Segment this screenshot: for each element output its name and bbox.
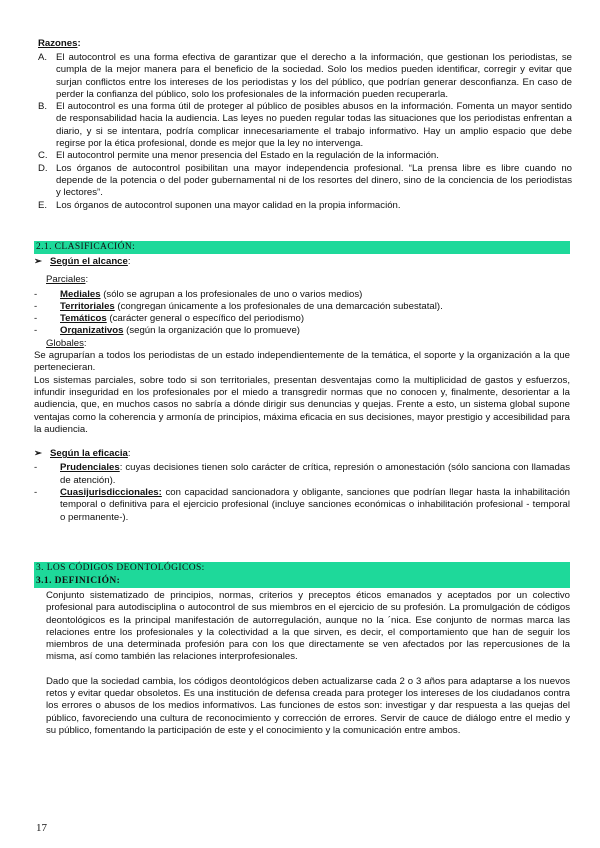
globales-title: Globales <box>46 337 84 349</box>
eficacia-item <box>34 487 570 524</box>
item-text: Los órganos de autocontrol suponen una mayor calidad en la propia información. <box>56 199 401 211</box>
item-letter: E. <box>38 199 48 211</box>
item-desc: (carácter general o específico del periodismo) <box>106 313 305 325</box>
razones-item-a <box>38 52 572 101</box>
parciales-item <box>34 289 570 301</box>
item-desc: con capacidad sancionadora y obligante, sanciones que podrían llegar hasta la inhabilitación temporal o definitiva para el ejercicio profesional (incluye sanciones económicas o inhabilitación profesional - temporal o permanente-). <box>60 487 570 523</box>
definicion-block <box>34 590 570 737</box>
parciales-title: Parciales <box>46 274 86 286</box>
alcance-title: Según el alcance <box>50 256 128 267</box>
item-letter: A. <box>38 52 48 63</box>
definicion-paragraph-1: Conjunto sistematizado de principios, normas, criterios y preceptos éticos emanados y aceptados por un colectivo profesional para autodisciplina o autocontrol de sus miembros en el ejercicio de su profesión. La promulgación de códigos deontológicos es la principal manifestación de autorregulación, aunque no la ´nica. Ese conjunto de normas marca las relaciones entre los profesionales y la colectividad a la que sirven, es decir, el comportamiento que han de seguir los miembros de una determinada profesión para con los que directamente se ven afectados por las repercusiones de la misma, así como también las relaciones interprofesionales. <box>46 590 570 663</box>
item-letter: B. <box>38 101 48 113</box>
parciales-colon: : <box>85 274 89 286</box>
codigos-section-band: 3. LOS CÓDIGOS DEONTOLÓGICOS: <box>34 562 570 575</box>
arrow-icon: ➢ <box>34 256 43 267</box>
definicion-section-band: 3.1. DEFINICIÓN: <box>34 575 570 588</box>
arrow-icon: ➢ <box>34 448 43 460</box>
item-term: Territoriales <box>60 300 115 312</box>
parciales-item <box>34 301 570 313</box>
eficacia-colon: : <box>127 448 131 460</box>
item-term: Organizativos <box>60 325 124 337</box>
clasificacion-section-band: 2.1. CLASIFICACIÓN: <box>34 241 570 254</box>
razones-colon: : <box>77 38 81 49</box>
razones-item-d <box>38 163 572 200</box>
razones-item-e <box>38 200 572 212</box>
razones-item-c <box>38 150 572 162</box>
eficacia-list <box>34 462 570 523</box>
parciales-list <box>34 289 570 338</box>
alcance-heading <box>34 256 570 268</box>
item-letter: D. <box>38 162 48 174</box>
parciales-item <box>34 313 570 325</box>
dash: - <box>34 462 38 474</box>
clasificacion-block <box>34 256 570 524</box>
razones-item-b <box>38 101 572 150</box>
razones-list <box>38 52 572 212</box>
item-term: Temáticos <box>60 313 107 325</box>
item-letter: C. <box>38 150 48 162</box>
dash: - <box>34 325 38 337</box>
eficacia-heading <box>34 448 570 460</box>
globales-label <box>34 338 570 350</box>
item-text: Los órganos de autocontrol posibilitan una mayor independencia profesional. “La prensa libre es libre cuando no depende de la potencia o del poder gubernamental ni de los resortes del dinero, sino de la conciencia de los periodistas y lectores”. <box>56 162 572 199</box>
item-term: Mediales <box>60 288 101 300</box>
definicion-paragraph-2: Dado que la sociedad cambia, los códigos deontológicos deben actualizarse cada 2 o 3 años para adaptarse a los nuevos retos y evitar quedar obsoletos. Es una institución de defensa creada para proteger los intereses de los ciudadanos contra los errores o abusos de los medios informativos. Las funciones de estos son: investigar y dar respuesta a las quejas del público, favoreciendo una cultura de reconocimiento y corrección de errores. Servir de cauce de diálogo entre el medio y su público, fomentando la participación de este y el conocimiento y la comunicación entre ambos. <box>46 675 570 736</box>
item-text: El autocontrol permite una menor presencia del Estado en la regulación de la información. <box>56 150 439 162</box>
alcance-colon: : <box>127 256 131 267</box>
item-desc: (congregan únicamente a los profesionales de una demarcación subestatal). <box>114 300 443 312</box>
item-term: Cuasijurisdiccionales: <box>60 487 162 499</box>
item-text: El autocontrol es una forma útil de proteger al público de posibles abusos en la información. Fomenta un mayor sentido de responsabilidad hacia la audiencia. Las leyes no pueden regular todas las situaciones que los periodistas enfrentan a diario, y si se intentara, podría complicar innecesariamente el trabajo informativo. Hay un amplio espacio que debe regirse por la ética profesional, donde es mejor que la ley no intervenga. <box>56 101 572 150</box>
razones-heading <box>38 38 81 50</box>
sistemas-paragraph: Los sistemas parciales, sobre todo si son territoriales, presentan desventajas como la multiplicidad de gastos y esfuerzos, infundir inseguridad en los profesionales por el miedo a transgredir normas que no conocen y, finalmente, desorientar a la audiencia, que, en muchos casos no sabría a dónde dirigir sus denuncias y quejas. Frente a esto, un sistema global supone ventajas como la coherencia y armonía de principios, máxima eficacia en sus decisiones, mayor prestigio y accesibilidad para la audiencia. <box>34 374 570 435</box>
eficacia-item <box>34 462 570 487</box>
dash: - <box>34 313 38 325</box>
item-text: El autocontrol es una forma efectiva de garantizar que el derecho a la información, que gestionan los periodistas, se cumpla de la mejor manera para el beneficio de la sociedad. Solo los medios pueden identificar, corregir y evitar que surjan conflictos entre los intereses de los periodistas y los del público, que podrían generar desconfianza. En caso de perder la confianza del público, solo los profesionales de la información pueden recuperarla. <box>56 52 572 100</box>
item-desc: (según la organización que lo promueve) <box>123 325 300 337</box>
item-desc: (sólo se agrupan a los profesionales de uno o varios medios) <box>100 288 363 300</box>
razones-title: Razones <box>38 38 78 49</box>
dash: - <box>34 300 38 312</box>
dash: - <box>34 487 38 499</box>
page-number: 17 <box>36 822 47 834</box>
item-desc: : cuyas decisiones tienen solo carácter de crítica, represión o amonestación (sólo sanciona con llamadas de atención). <box>60 462 570 486</box>
eficacia-title: Según la eficacia <box>50 448 128 460</box>
globales-paragraph: Se agruparían a todos los periodistas de un estado independientemente de la temática, el soporte y la organización a la que pertenecieran. <box>34 350 570 374</box>
parciales-item <box>34 325 570 337</box>
parciales-label <box>34 274 570 286</box>
item-term: Prudenciales <box>60 462 120 474</box>
globales-colon: : <box>83 337 87 349</box>
dash: - <box>34 288 38 300</box>
